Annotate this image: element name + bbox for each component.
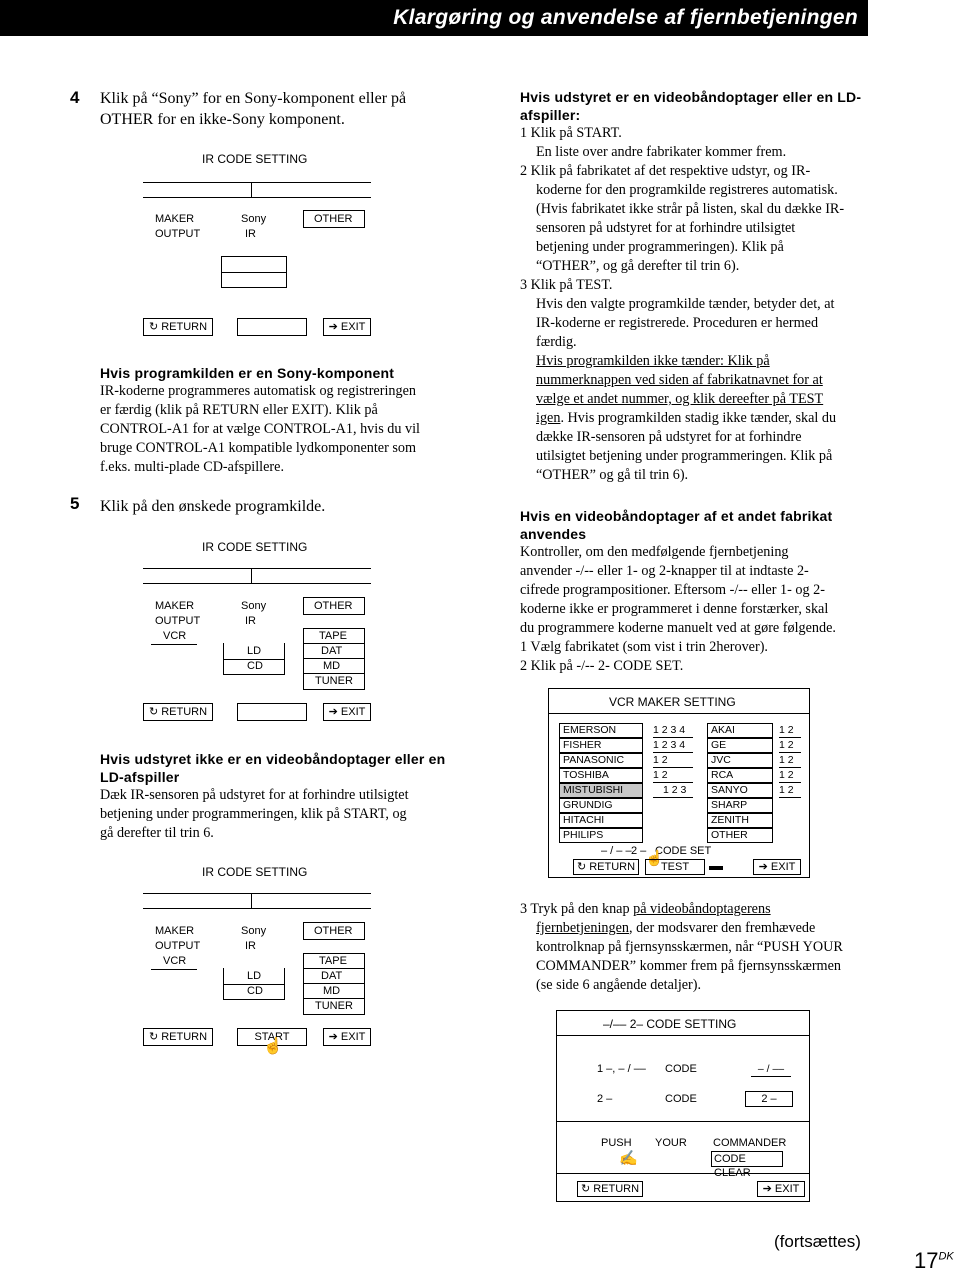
maker-item[interactable]: HITACHI [559, 813, 643, 828]
output-label: OUTPUT [155, 940, 201, 952]
step-4-number: 4 [70, 88, 80, 107]
vcr-line: “OTHER” og gå til trin 6). [536, 467, 689, 483]
step-3-line [520, 900, 880, 919]
return-icon: ↻ [148, 706, 162, 718]
exit-icon: ➔ [758, 861, 771, 873]
other-line: 1 Vælg fabrikatet (som vist i trin 2herover). [520, 639, 768, 655]
no-vcr-body [100, 786, 480, 843]
test-button[interactable] [645, 859, 705, 875]
return-label: RETURN [593, 1183, 640, 1195]
code-setting-screen [556, 1010, 810, 1202]
vcr-line: En liste over andre fabrikater kommer frem. [536, 144, 787, 160]
step-3-text-part: , der modsvarer den fremhævede [628, 920, 816, 936]
push-label: PUSH [601, 1137, 632, 1149]
other-line: koderne ikke er programmeret i denne forstærker, skal [520, 601, 829, 617]
return-label: RETURN [589, 861, 636, 873]
code-row-1-value[interactable]: – / –– [751, 1063, 791, 1077]
exit-icon: ➔ [328, 706, 341, 718]
step-3-line: COMMANDER” kommer frem på fjernsynsskærmen [536, 958, 841, 974]
sony-option[interactable]: Sony [241, 213, 267, 225]
maker-item[interactable]: GRUNDIG [559, 798, 643, 813]
other-option[interactable] [303, 210, 365, 228]
vcr-line: 2 Klik på fabrikatet af det respektive udstyr, og IR- [520, 163, 811, 179]
vcr-line: nummerknappen ved siden af fabrikatnavnet for at [536, 372, 823, 388]
hand-cursor-icon: ☝ [263, 1038, 283, 1055]
ir-code-screen-1 [143, 148, 371, 338]
ir-label: IR [245, 228, 256, 240]
vcr-line [520, 409, 880, 428]
code-row-2-code: CODE [665, 1093, 697, 1105]
ld-option[interactable]: LD [247, 645, 262, 657]
screen-band [143, 182, 371, 198]
screen-band [143, 568, 371, 584]
return-icon: ↻ [148, 1031, 162, 1043]
ir-code-screen-2 [143, 535, 371, 723]
exit-label: EXIT [340, 1031, 366, 1043]
step-4-text [100, 88, 480, 130]
other-maker-heading [520, 507, 832, 543]
page-header [0, 0, 868, 36]
vcr-line: koderne for den programkilde registreres automatisk. [536, 182, 838, 198]
step-4-line-1: Klik på “Sony” for en Sony-komponent eller på [100, 90, 407, 107]
exit-button[interactable] [323, 318, 371, 336]
step-3-line: (se side 6 angående detaljer). [536, 977, 702, 993]
vcr-line: utilsigtet betjening under programmeringen. Klik på [536, 448, 833, 464]
tape-option[interactable]: TAPE [319, 630, 347, 642]
screen-footer [143, 316, 371, 338]
cd-option[interactable]: CD [247, 985, 263, 997]
maker-item[interactable]: PANASONIC [559, 753, 643, 768]
other-label: OTHER [314, 600, 353, 612]
vcr-line: IR-koderne er registrerede. Proceduren er hermed [536, 315, 819, 331]
maker-code-numbers[interactable]: 1 2 [779, 784, 801, 798]
continued-label: (fortsættes) [774, 1232, 861, 1251]
exit-label: EXIT [774, 1183, 800, 1195]
step-3-prefix: 3 Tryk på den knap [520, 901, 634, 917]
exit-icon: ➔ [328, 1031, 341, 1043]
maker-item[interactable]: MISTUBISHI [559, 783, 643, 798]
screen-title: –/–– 2– CODE SETTING [603, 1017, 737, 1031]
output-label: OUTPUT [155, 615, 201, 627]
md-option[interactable]: MD [323, 985, 341, 997]
other-option[interactable] [303, 922, 365, 940]
vcr-line: Hvis den valgte programkilde tænder, betyder det, at [536, 296, 835, 312]
vcr-heading-line: Hvis udstyret er en videobåndoptager eller en LD- [520, 89, 862, 105]
step-3-underlined: fjernbetjeningen [536, 920, 629, 936]
return-button[interactable] [143, 703, 213, 721]
test-label: TEST [660, 861, 690, 873]
code-two-button[interactable]: 2 – [631, 845, 647, 857]
other-label: OTHER [314, 213, 353, 225]
sony-body-line: er færdig (klik på RETURN eller EXIT). Klik på [100, 402, 378, 418]
vcr-line: 1 Klik på START. [520, 125, 622, 141]
return-icon: ↻ [148, 321, 162, 333]
ir-label: IR [245, 940, 256, 952]
maker-label: MAKER [155, 213, 195, 225]
step-5-text: Klik på den ønskede programkilde. [100, 498, 326, 515]
other-label: OTHER [314, 925, 353, 937]
your-label: YOUR [655, 1137, 687, 1149]
other-line: 2 Klik på -/-- 2- CODE SET. [520, 658, 684, 674]
vcr-line: færdig. [536, 334, 577, 350]
no-vcr-heading-line: Hvis udstyret ikke er en videobåndoptager eller en [100, 751, 446, 767]
code-row-1-label: 1 –, – / –– [597, 1063, 646, 1075]
sony-body [100, 382, 480, 477]
step-3-underlined: på videobåndoptagerens [633, 901, 771, 917]
code-clear-button[interactable]: CODE CLEAR [711, 1151, 783, 1167]
vcr-option[interactable]: VCR [163, 630, 187, 642]
vcr-line: (Hvis fabrikatet ikke strår på listen, skal du dække IR- [536, 201, 845, 217]
other-line: Kontroller, om den medfølgende fjernbetjening [520, 544, 789, 560]
vcr-line: sensoren på udstyret for at forhindre utilsigtet [536, 220, 796, 236]
return-button[interactable] [573, 859, 639, 875]
screen-title: IR CODE SETTING [202, 865, 308, 879]
other-heading-line: anvendes [520, 526, 587, 542]
screen-title: IR CODE SETTING [202, 152, 308, 166]
code-row-1-code: CODE [665, 1063, 697, 1075]
step-3-line: kontrolknap på fjernsynsskærmen, når “PUSH YOUR [536, 939, 843, 955]
maker-code-numbers[interactable]: 1 2 [779, 769, 801, 783]
page-number-value: 17 [914, 1248, 939, 1273]
sony-body-line: CONTROL-A1 for at vælge CONTROL-A1, hvis du vil [100, 421, 420, 437]
ir-code-screen-3 [143, 860, 371, 1055]
blank-button [237, 318, 307, 336]
commander-label: COMMANDER [713, 1137, 787, 1149]
vcr-text: . Hvis programkilden stadig ikke tænder, skal du [560, 410, 837, 426]
md-option[interactable]: MD [323, 660, 341, 672]
other-line: du programmere koderne manuelt ved at gøre følgende. [520, 620, 836, 636]
other-line: anvender -/-- eller 1- og 2-knapper til at indtaste 2- [520, 563, 809, 579]
start-label: START [254, 1031, 290, 1043]
exit-label: EXIT [340, 321, 366, 333]
blank-button [237, 703, 307, 721]
return-label: RETURN [161, 706, 208, 718]
vcr-line: Hvis programkilden ikke tænder: Klik på [536, 353, 770, 369]
sony-option[interactable]: Sony [241, 600, 267, 612]
other-line: cifrede programpositioner. Eftersom -/-- eller 1- og 2- [520, 582, 825, 598]
step-5-number: 5 [70, 494, 80, 513]
ld-option[interactable]: LD [247, 970, 262, 982]
maker-code-numbers[interactable]: 1 2 3 4 [653, 739, 693, 753]
code-row-2-label: 2 – [597, 1093, 613, 1105]
maker-code-numbers[interactable]: 1 2 [779, 739, 801, 753]
maker-item[interactable]: AKAI [707, 723, 773, 738]
step-3-line [520, 919, 880, 938]
code-set-button[interactable]: CODE SET [655, 845, 712, 857]
maker-item[interactable]: GE [707, 738, 773, 753]
exit-button[interactable] [757, 1181, 805, 1197]
exit-button[interactable] [753, 859, 801, 875]
return-icon: ↻ [580, 1183, 594, 1195]
vcr-underlined: igen [536, 410, 561, 426]
vcr-heading-line: afspiller: [520, 107, 581, 123]
no-vcr-line: gå derefter til trin 6. [100, 825, 214, 841]
maker-item[interactable]: TOSHIBA [559, 768, 643, 783]
vcr-line: betjening under programmeringen). Klik på [536, 239, 784, 255]
other-option[interactable] [303, 597, 365, 615]
sony-body-line: IR-koderne programmeres automatisk og registreringen [100, 383, 416, 399]
maker-item[interactable]: RCA [707, 768, 773, 783]
sony-option[interactable]: Sony [241, 925, 267, 937]
code-row-2-value[interactable]: 2 – [745, 1091, 793, 1107]
vcr-option[interactable]: VCR [163, 955, 187, 967]
maker-label: MAKER [155, 925, 195, 937]
exit-label: EXIT [340, 706, 366, 718]
maker-item[interactable]: EMERSON [559, 723, 643, 738]
return-button[interactable] [577, 1181, 643, 1197]
screen-title: IR CODE SETTING [202, 540, 308, 554]
return-label: RETURN [161, 321, 208, 333]
vcr-line: “OTHER”, og gå derefter til trin 6). [536, 258, 740, 274]
maker-code-numbers[interactable]: 1 2 [779, 724, 801, 738]
screen-title: VCR MAKER SETTING [609, 695, 736, 709]
separator-bar [709, 866, 723, 870]
no-vcr-heading [100, 750, 445, 786]
hand-cursor-icon: ☝ [645, 850, 664, 867]
tape-option[interactable]: TAPE [319, 955, 347, 967]
ir-label: IR [245, 615, 256, 627]
remote-hand-icon: ✍ [619, 1150, 638, 1167]
screen-band [143, 893, 371, 909]
maker-item[interactable]: SHARP [707, 798, 773, 813]
maker-item[interactable]: OTHER [707, 828, 773, 843]
exit-button[interactable] [323, 703, 371, 721]
vcr-heading [520, 88, 861, 124]
tuner-option[interactable]: TUNER [315, 675, 353, 687]
maker-item[interactable]: JVC [707, 753, 773, 768]
vcr-maker-setting-screen [548, 688, 810, 878]
step-4-line-2: OTHER for en ikke-Sony komponent. [100, 111, 345, 128]
no-vcr-heading-line: LD-afspiller [100, 769, 180, 785]
exit-label: EXIT [770, 861, 796, 873]
exit-icon: ➔ [328, 321, 341, 333]
cd-option[interactable]: CD [247, 660, 263, 672]
vcr-line: dække IR-sensoren på udstyret for at forhindre [536, 429, 802, 445]
maker-label: MAKER [155, 600, 195, 612]
page-number [914, 1248, 954, 1274]
return-label: RETURN [161, 1031, 208, 1043]
sony-heading: Hvis programkilden er en Sony-komponent [100, 365, 395, 381]
dat-option[interactable]: DAT [321, 645, 343, 657]
vcr-line: vælge et andet nummer, og klik dereefter på TEST [536, 391, 824, 407]
maker-item[interactable]: FISHER [559, 738, 643, 753]
vcr-instructions [520, 124, 880, 485]
maker-item[interactable]: ZENITH [707, 813, 773, 828]
output-label: OUTPUT [155, 228, 201, 240]
no-vcr-line: betjening under programmeringen, klik på START, og [100, 806, 407, 822]
maker-code-numbers[interactable]: 1 2 [653, 769, 693, 783]
other-maker-body [520, 543, 880, 676]
sony-body-line: bruge CONTROL-A1 kompatible lydkomponenter som [100, 440, 417, 456]
step-3-text [520, 900, 880, 995]
maker-code-numbers[interactable]: 1 2 [653, 754, 693, 768]
exit-button[interactable] [323, 1028, 371, 1046]
vcr-line: 3 Klik på TEST. [520, 277, 613, 293]
return-button[interactable] [143, 318, 213, 336]
return-icon: ↻ [576, 861, 590, 873]
tuner-option[interactable]: TUNER [315, 1000, 353, 1012]
dat-option[interactable]: DAT [321, 970, 343, 982]
maker-code-numbers[interactable]: 1 2 3 [653, 784, 693, 798]
other-heading-line: Hvis en videobåndoptager af et andet fabrikat [520, 508, 833, 524]
page-header-title: Klargøring og anvendelse af fjernbetjeningen [393, 6, 858, 29]
page-number-suffix: DK [938, 1250, 954, 1263]
sony-body-line: f.eks. multi-plade CD-afspillere. [100, 459, 284, 475]
no-vcr-line: Dæk IR-sensoren på udstyret for at forhindre utilsigtet [100, 787, 409, 803]
return-button[interactable] [143, 1028, 213, 1046]
maker-item[interactable]: SANYO [707, 783, 773, 798]
maker-code-numbers[interactable]: 1 2 3 4 [653, 724, 693, 738]
exit-icon: ➔ [762, 1183, 775, 1195]
code-dash-button[interactable]: – / – – [601, 845, 632, 857]
maker-code-numbers[interactable]: 1 2 [779, 754, 801, 768]
maker-item[interactable]: PHILIPS [559, 828, 643, 843]
